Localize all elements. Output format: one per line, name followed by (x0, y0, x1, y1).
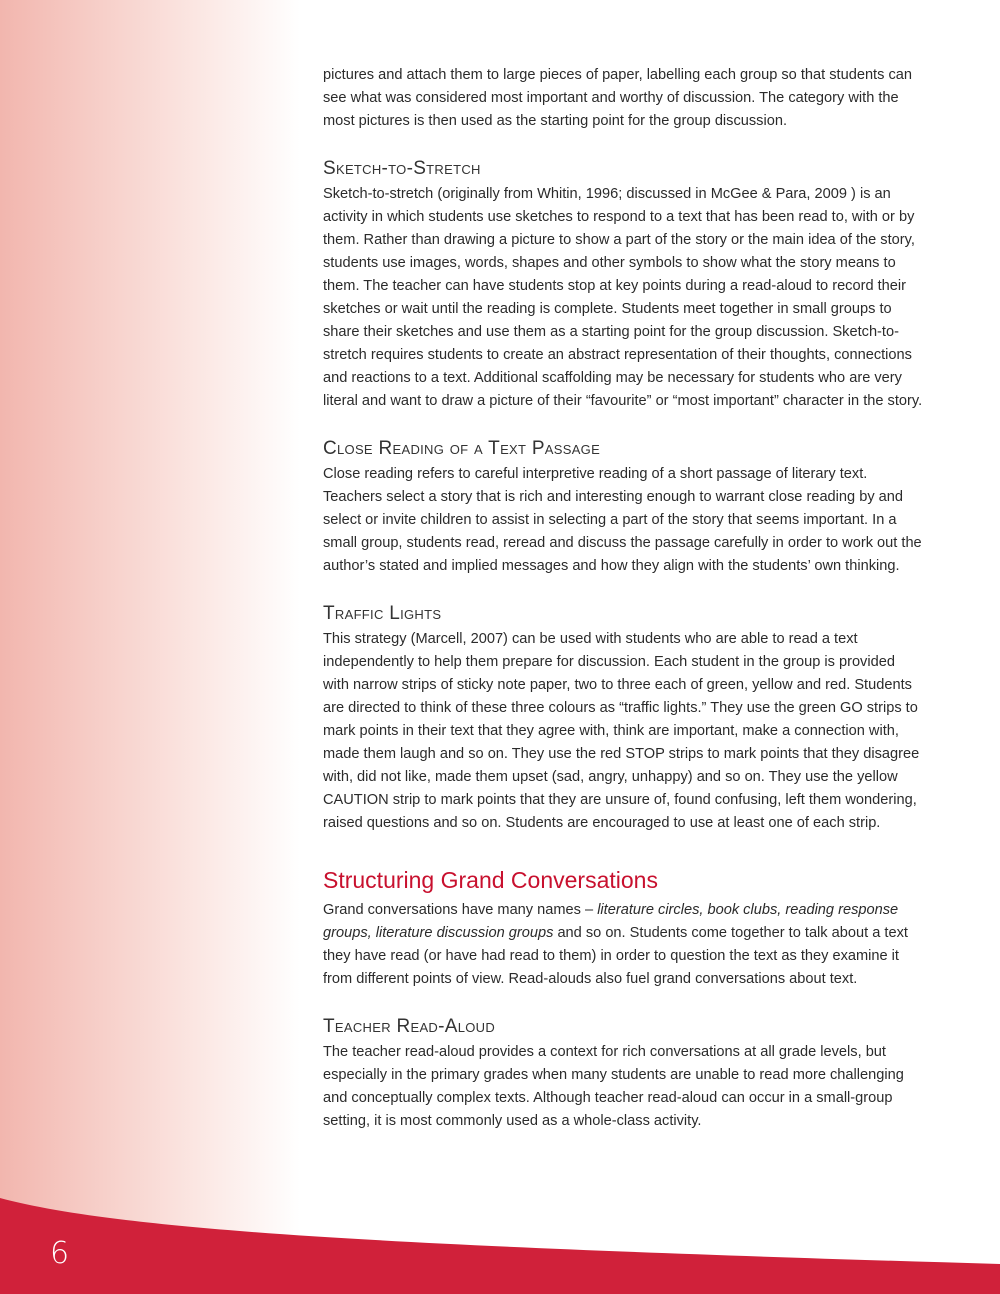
side-gradient-decoration (0, 0, 300, 1294)
main-content (323, 64, 923, 1133)
section-body: The teacher read-aloud provides a context for rich conversations at all grade levels, but especially in the primary grades when many students are unable to read more challenging and conceptually complex texts. Although teacher read-aloud can occur in a small-group setting, it is most commonly used as a whole-class activity. (323, 1044, 904, 1129)
section-heading: Teacher Read-Aloud (323, 1016, 496, 1037)
section-traffic-lights (323, 602, 923, 835)
page-number: 6 (50, 1236, 70, 1271)
section-heading: Traffic Lights (323, 603, 442, 624)
section-heading: Sketch-to-Stretch (323, 158, 481, 179)
section-body: This strategy (Marcell, 2007) can be used with students who are able to read a text independently to help them prepare for discussion. Each student in the group is provided with narrow strips of sticky note paper, two to three each of green, yellow and red. Students are directed to think of these three colours as “traffic lights.” They use the green GO strips to mark points in their text that they agree with, think are important, make a connection with, made them laugh and so on. They use the red STOP strips to mark points that they disagree with, did not like, made them upset (sad, angry, unhappy) and so on. They use the yellow CAUTION strip to mark points that they are unsure of, found confusing, left them wondering, raised questions and so on. Students are encouraged to use at least one of each strip. (323, 631, 920, 831)
section-body: Sketch-to-stretch (originally from Whitin, 1996; discussed in McGee & Para, 2009 ) is an activity in which students use sketches to respond to a text that has been read to, with or by them. Rather than drawing a picture to show a part of the story or the main idea of the story, students use images, words, shapes and other symbols to show what the story means to them. The teacher can have students stop at key points during a read-aloud to record their sketches or wait until the reading is complete. Students meet together in small groups to share their sketches and use them as a starting point for the group discussion. Sketch-to-stretch requires students to create an abstract representation of their thoughts, connections and reactions to a text. Additional scaffolding may be necessary for students who are very literal and want to draw a picture of their “favourite” or “most important” character in the story. (323, 186, 923, 409)
structuring-body-end: and so on. Students come together to talk about a text they have read (or have had read to them) in order to question the text as they examine it from different points of view. Read-alouds also fuel grand conversations about text. (323, 925, 908, 987)
bottom-red-wave (0, 1190, 1000, 1294)
section-body: Close reading refers to careful interpretive reading of a short passage of literary text. Teachers select a story that is rich and interesting enough to warrant close reading by and select or invite children to assist in selecting a part of the story that seems important. In a small group, students read, reread and discuss the passage carefully in order to work out the author’s stated and implied messages and how they align with the students’ own thinking. (323, 466, 922, 574)
structuring-heading: Structuring Grand Conversations (323, 867, 658, 893)
structuring-body-start: Grand conversations have many names – (323, 902, 598, 918)
section-sketch-to-stretch (323, 157, 923, 413)
section-close-reading (323, 437, 923, 578)
section-teacher-read-aloud (323, 1015, 923, 1133)
structuring-body (323, 899, 923, 991)
section-heading: Close Reading of a Text Passage (323, 438, 601, 459)
intro-paragraph: pictures and attach them to large pieces of paper, labelling each group so that students can see what was considered most important and worthy of discussion. The category with the most pictures is then used as the starting point for the group discussion. (323, 67, 912, 129)
structuring-body-italic: literature circles, book clubs, reading response groups, literature discussion groups (323, 902, 899, 941)
